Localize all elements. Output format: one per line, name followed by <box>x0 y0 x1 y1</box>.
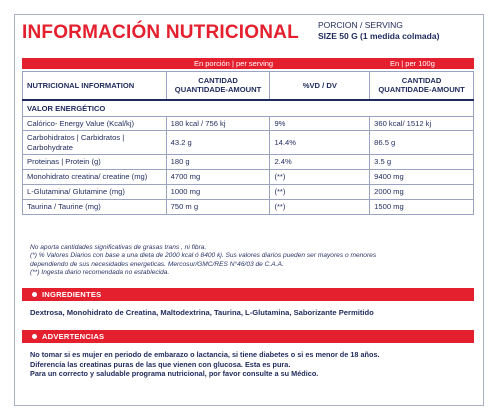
nutrient-vd: 9% <box>270 117 370 131</box>
serving-header-bar <box>22 58 474 69</box>
nutrient-name-l1: Carbohidratos | Carbidratos | <box>27 133 125 142</box>
nutrient-per100: 1500 mg <box>370 200 474 215</box>
table-row <box>23 185 474 200</box>
nutrient-name <box>23 131 167 155</box>
nutrient-name: L-Glutamina/ Glutamine (mg) <box>23 185 167 200</box>
nutrient-per100: 9400 mg <box>370 170 474 185</box>
header-info: NUTRICIONAL INFORMATION <box>23 72 167 100</box>
ingredients-heading: INGREDIENTES <box>42 290 102 299</box>
nutrient-name-l2: Carbohydrate <box>27 142 74 152</box>
table-header-row <box>23 72 474 100</box>
warnings-heading: ADVERTENCIAS <box>42 332 105 341</box>
bullet-icon <box>32 292 37 297</box>
table-row <box>23 155 474 170</box>
header-amount-serving <box>166 72 270 100</box>
table-row <box>23 170 474 185</box>
footnote: (**) Ingesta diario recomendada no establecida. <box>30 269 170 277</box>
serving-line-2: SIZE 50 G (1 medida colmada) <box>318 31 440 41</box>
nutrient-per100: 86.5 g <box>370 131 474 155</box>
table-row <box>23 131 474 155</box>
warning-line: Diferencía las creatinas puras de las que vienen con glucosa. Esta es pura. <box>30 359 291 369</box>
table-row <box>23 117 474 131</box>
nutrient-vd: (**) <box>270 170 370 185</box>
footnote: (*) % Valores Diarios con base a una dieta de 2000 kcal ó 8400 kj. Sus valores diarios pueden ser mayores o menores <box>30 252 377 260</box>
bullet-icon <box>32 334 37 339</box>
per-100g-label: En | per 100g <box>390 59 435 68</box>
serving-size <box>318 20 439 42</box>
serving-line-1: PORCION / SERVING <box>318 20 403 30</box>
nutrient-per100: 2000 mg <box>370 185 474 200</box>
nutrient-amount: 750 m g <box>166 200 270 215</box>
nutrient-per100: 360 kcal/ 1512 kj <box>370 117 474 131</box>
nutrition-table <box>22 71 474 215</box>
header-amount-100g-l2: QUANTIDADE-AMOUNT <box>378 85 465 95</box>
nutrient-vd: 14.4% <box>270 131 370 155</box>
nutrient-name: Calórico- Energy Value (Kcal/kj) <box>23 117 167 131</box>
nutrient-amount: 1000 mg <box>166 185 270 200</box>
section-row <box>23 100 474 117</box>
nutrient-vd: (**) <box>270 200 370 215</box>
warnings-text <box>30 350 380 379</box>
nutrient-amount: 43.2 g <box>166 131 270 155</box>
warnings-heading-bar <box>22 330 474 343</box>
nutrient-name: Monohidrato creatina/ creatine (mg) <box>23 170 167 185</box>
ingredients-text: Dextrosa, Monohidrato de Creatina, Maltodextrina, Taurina, L-Glutamina, Saborizante Permitido <box>30 308 374 317</box>
footnotes <box>30 244 470 278</box>
ingredients-heading-bar <box>22 288 474 301</box>
nutrient-vd: 2.4% <box>270 155 370 170</box>
nutrient-per100: 3.5 g <box>370 155 474 170</box>
section-label: VALOR ENERGÉTICO <box>23 100 474 117</box>
header-amount-100g-l1: CANTIDAD <box>401 75 442 85</box>
nutrient-name: Proteinas | Protein (g) <box>23 155 167 170</box>
warning-line: Para un correcto y saludable programa nutricional, por favor consulte a su Médico. <box>30 369 319 379</box>
nutrient-amount: 180 g <box>166 155 270 170</box>
footnote: No aporta cantidades significativas de grasas trans , ni fibra. <box>30 244 207 251</box>
header-vd: %VD / DV <box>270 72 370 100</box>
table-row <box>23 200 474 215</box>
nutrient-name: Taurina / Taurine (mg) <box>23 200 167 215</box>
nutrient-amount: 4700 mg <box>166 170 270 185</box>
nutrient-vd: (**) <box>270 185 370 200</box>
header-amount-100g <box>370 72 474 100</box>
nutrient-amount: 180 kcal / 756 kj <box>166 117 270 131</box>
header-amount-serving-l2: QUANTIDADE-AMOUNT <box>174 85 262 95</box>
warning-line: No tomar si es mujer en periodo de embarazo o lactancia, si tiene diabetes o si es menor de 18 años. <box>30 350 380 359</box>
footnote: dependiendo de sus necesidades energeticas. Mercosur/GMC/RES N°46/03 de C.A.A. <box>30 260 284 268</box>
header-amount-serving-l1: CANTIDAD <box>198 75 238 85</box>
per-serving-label: En porción | per serving <box>194 59 274 68</box>
page-title: INFORMACIÓN NUTRICIONAL <box>22 22 299 43</box>
